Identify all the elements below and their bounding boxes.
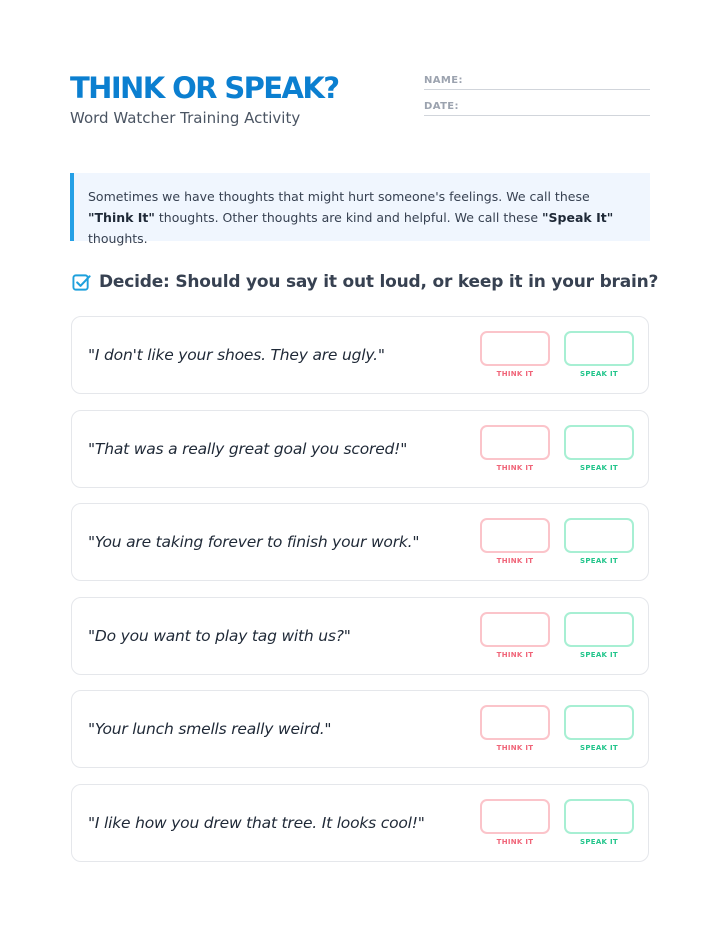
statement-text: "I don't like your shoes. They are ugly." (88, 346, 385, 364)
date-label: DATE: (424, 101, 459, 112)
intro-text-3: thoughts. (88, 231, 148, 246)
statement-card (71, 597, 649, 675)
name-field[interactable] (424, 68, 650, 90)
intro-speak-it: "Speak It" (542, 210, 614, 225)
name-label: NAME: (424, 75, 463, 86)
speak-it-box[interactable] (564, 705, 634, 740)
intro-callout (70, 173, 650, 246)
think-it-label: THINK IT (496, 557, 534, 565)
intro-text-1: Sometimes we have thoughts that might hurt someone's feelings. We call these (88, 189, 590, 204)
speak-it-label: SPEAK IT (579, 557, 618, 565)
speak-it-box[interactable] (564, 518, 634, 553)
speak-it-box[interactable] (564, 331, 634, 366)
speak-it-box[interactable] (564, 612, 634, 647)
think-it-box[interactable] (480, 518, 550, 553)
think-it-box[interactable] (480, 799, 550, 834)
think-it-box[interactable] (480, 612, 550, 647)
statement-card (71, 784, 649, 862)
statement-text: "I like how you drew that tree. It looks cool!" (88, 814, 425, 832)
date-field[interactable] (424, 94, 650, 116)
think-it-box[interactable] (480, 705, 550, 740)
think-it-box[interactable] (480, 331, 550, 366)
speak-it-box[interactable] (564, 799, 634, 834)
think-it-label: THINK IT (496, 651, 534, 659)
statement-text: "Your lunch smells really weird." (88, 720, 332, 738)
statement-card (71, 410, 649, 488)
think-it-box[interactable] (480, 425, 550, 460)
statement-text: "You are taking forever to finish your work." (88, 533, 420, 551)
speak-it-label: SPEAK IT (579, 838, 618, 846)
think-it-label: THINK IT (496, 838, 534, 846)
speak-it-label: SPEAK IT (579, 744, 618, 752)
statement-card (71, 316, 649, 394)
statement-text: "That was a really great goal you scored!" (88, 440, 408, 458)
speak-it-label: SPEAK IT (579, 464, 618, 472)
statement-text: "Do you want to play tag with us?" (88, 627, 351, 645)
page-subtitle: Word Watcher Training Activity (70, 109, 301, 127)
page-title: THINK OR SPEAK? (70, 71, 339, 105)
intro-think-it: "Think It" (88, 210, 155, 225)
speak-it-label: SPEAK IT (579, 370, 618, 378)
speak-it-box[interactable] (564, 425, 634, 460)
speak-it-label: SPEAK IT (579, 651, 618, 659)
think-it-label: THINK IT (496, 464, 534, 472)
instruction-heading (72, 270, 658, 294)
think-it-label: THINK IT (496, 744, 534, 752)
think-it-label: THINK IT (496, 370, 534, 378)
checkbox-icon (72, 273, 91, 292)
instruction-text: Decide: Should you say it out loud, or keep it in your brain? (99, 272, 659, 292)
statement-card (71, 503, 649, 581)
statement-card (71, 690, 649, 768)
intro-text-2: thoughts. Other thoughts are kind and helpful. We call these (154, 210, 543, 225)
